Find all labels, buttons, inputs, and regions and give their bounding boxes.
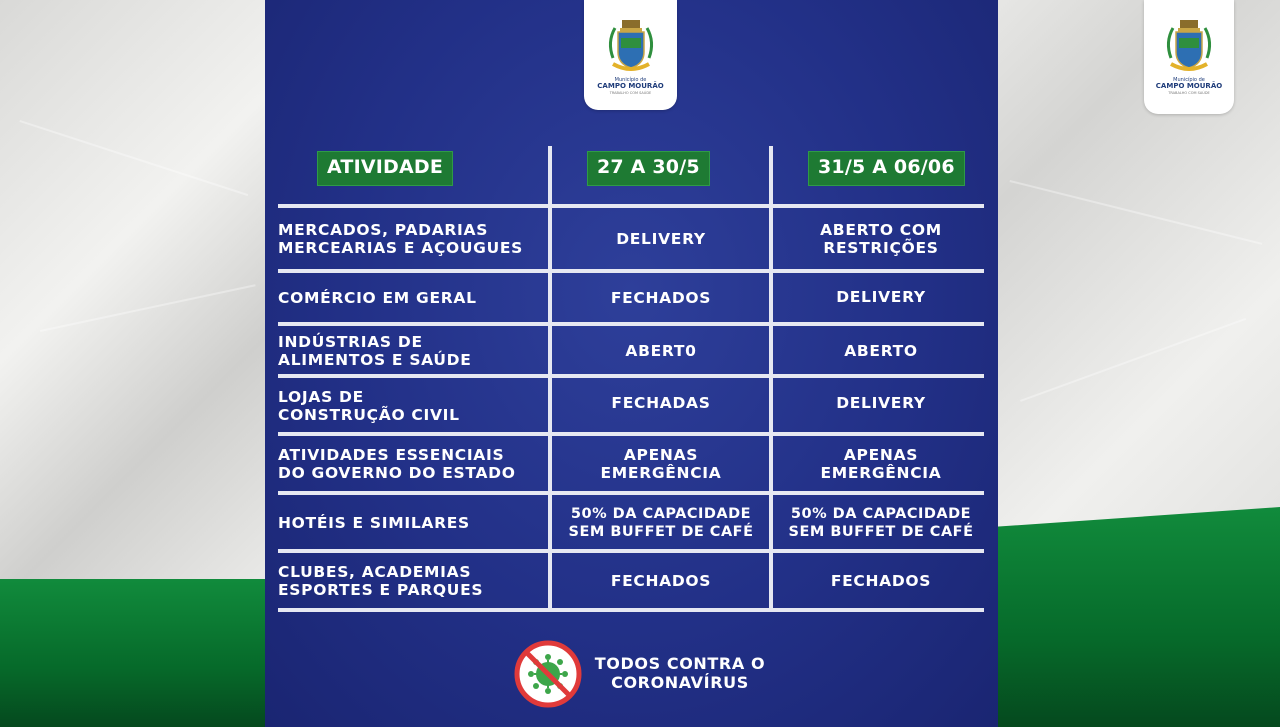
footer-slogan: TODOS CONTRA O CORONAVÍRUS	[594, 654, 766, 692]
row-divider	[278, 432, 984, 436]
row-divider	[278, 322, 984, 326]
green-band-left	[0, 579, 265, 727]
logo-tagline: TRABALHO COM SAÚDE	[1168, 90, 1210, 95]
period-1-cell: FECHADAS	[611, 394, 711, 412]
period-2-cell: ABERTO	[844, 341, 918, 360]
period-1-cell: DELIVERY	[616, 230, 706, 248]
row-divider	[278, 204, 984, 208]
period-1-cell: APENAS EMERGÊNCIA	[600, 446, 722, 482]
logo-city-name: CAMPO MOURÃO	[1155, 82, 1223, 90]
no-virus-icon	[513, 639, 583, 709]
period-1-cell: ABERT0	[625, 341, 697, 360]
period-2-cell: DELIVERY	[836, 394, 926, 412]
activity-cell: MERCADOS, PADARIAS MERCEARIAS E AÇOUGUES	[278, 221, 524, 257]
activity-cell: CLUBES, ACADEMIAS ESPORTES E PARQUES	[278, 563, 484, 599]
logo-subtitle: Município de	[1173, 77, 1205, 83]
activity-cell: INDÚSTRIAS DE ALIMENTOS E SAÚDE	[278, 332, 472, 369]
header-period-1: 27 A 30/5	[587, 151, 710, 186]
row-divider	[278, 491, 984, 495]
logo-city-name: CAMPO MOURÃO	[597, 82, 664, 90]
period-1-cell: FECHADOS	[610, 289, 712, 307]
row-divider	[278, 374, 984, 378]
period-1-cell: 50% DA CAPACIDADE SEM BUFFET DE CAFÉ	[568, 505, 754, 540]
period-2-cell: DELIVERY	[836, 288, 926, 306]
activity-cell: HOTÉIS E SIMILARES	[278, 513, 470, 532]
logo-tagline: TRABALHO COM SAÚDE	[609, 90, 652, 95]
logo-subtitle: Município de	[614, 77, 647, 83]
column-divider	[769, 146, 773, 610]
green-band-right	[995, 507, 1280, 727]
period-1-cell: FECHADOS	[610, 572, 712, 590]
activity-cell: COMÉRCIO EM GERAL	[278, 289, 477, 307]
activity-cell: LOJAS DE CONSTRUÇÃO CIVIL	[278, 387, 460, 424]
period-2-cell: APENAS EMERGÊNCIA	[820, 446, 942, 482]
row-divider	[278, 608, 984, 612]
period-2-cell: 50% DA CAPACIDADE SEM BUFFET DE CAFÉ	[788, 505, 974, 540]
header-activity: ATIVIDADE	[317, 151, 453, 186]
city-crest-icon	[1163, 18, 1215, 76]
header-period-2: 31/5 A 06/06	[808, 151, 965, 186]
period-2-cell: FECHADOS	[830, 572, 932, 590]
row-divider	[278, 549, 984, 553]
period-2-cell: ABERTO COM RESTRIÇÕES	[820, 221, 942, 257]
logo-card-center	[584, 0, 677, 110]
column-divider	[548, 146, 552, 610]
activity-cell: ATIVIDADES ESSENCIAIS DO GOVERNO DO ESTADO	[278, 446, 516, 482]
city-crest-icon	[605, 18, 657, 76]
logo-card-corner	[1144, 0, 1234, 114]
